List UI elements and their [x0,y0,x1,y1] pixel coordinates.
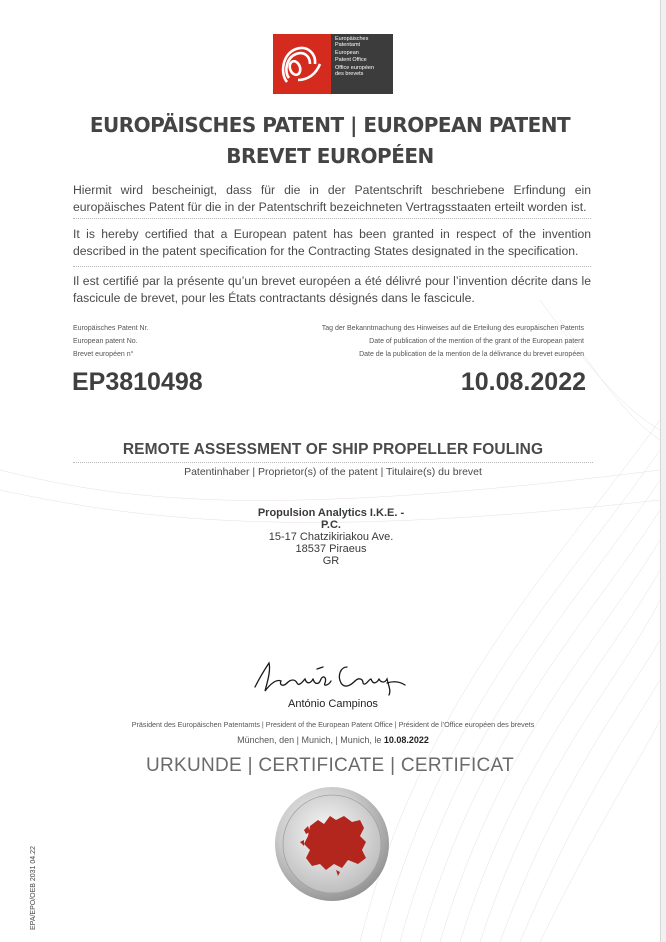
patent-no-label-fr: Brevet européen n° [73,351,134,358]
proprietor-name-1: Propulsion Analytics I.K.E. - [257,507,405,519]
president-title: Präsident des Europäischen Patentamts | President of the European Patent Office | Président de l’Office européen des brevets [131,720,535,729]
date-label-en: Date of publication of the mention of the grant of the European patent [369,338,584,345]
logo-line-de2: Patentamt [335,42,361,49]
proprietor-street: 15-17 Chatzikiriakou Ave. [268,531,394,543]
patent-number-labels [73,322,149,361]
proprietor-country: GR [322,555,340,567]
signature-icon [251,657,409,697]
title-line-2: BREVET EUROPÉEN [226,144,434,168]
europe-seal-icon [274,786,390,902]
logo-line-de1: Europäisches [335,36,369,42]
proprietor-city: 18537 Piraeus [295,543,367,555]
patent-no-label-en: European patent No. [73,338,138,345]
proprietor-address [236,507,426,567]
proprietor-name-2: P.C. [321,519,341,531]
logo-line-en2: Patent Office [335,56,367,63]
logo-line-fr1: Office européen [335,64,375,71]
statement-en: It is hereby certified that a European patent has been granted in respect of the invention described in the patent specification for the Contracting States designated in the specification. [73,227,591,258]
epo-logo [273,34,393,94]
logo-line-en1: European [335,50,359,57]
statement-de: Hiermit wird bescheinigt, dass für die in der Patentschrift beschriebene Erfindung ein europäisches Patent für die in der Patentschrift bezeichneten Vertragsstaaten erteilt worden ist. [73,183,591,214]
divider [73,218,591,219]
epo-logo-icon [273,34,331,94]
form-code: EPA/EPO/OEB 2031 04.22 [30,846,37,930]
proprietor-label: Patentinhaber | Proprietor(s) of the patent | Titulaire(s) du brevet [184,466,482,478]
divider [73,462,593,463]
place-date: 10.08.2022 [383,735,429,745]
page-edge [661,0,666,942]
epo-logo-text [331,34,393,94]
date-label-de: Tag der Bekanntmachung des Hinweises auf die Erteilung des europäischen Patents [321,325,584,332]
date-label-fr: Date de la publication de la mention de la délivrance du brevet européen [359,351,584,358]
patent-no-label-de: Europäisches Patent Nr. [73,325,149,332]
date-labels [322,322,584,361]
grant-date: 10.08.2022 [460,368,586,396]
invention-title: REMOTE ASSESSMENT OF SHIP PROPELLER FOULING [122,441,544,458]
statement-fr: Il est certifié par la présente qu’un brevet européen a été délivré pour l’invention décrite dans le fascicule de brevet, pour les États contractants désignés dans le fascicule. [73,274,591,305]
president-name: António Campinos [288,698,378,710]
certificate-label: URKUNDE | CERTIFICATE | CERTIFICAT [145,755,515,776]
title-line-1: EUROPÄISCHES PATENT | EUROPEAN PATENT [89,113,571,137]
logo-line-fr2: des brevets [335,71,364,78]
place-and-date [0,735,666,745]
divider [73,266,591,267]
place-prefix: München, den | Munich, | Munich, le [237,735,382,745]
patent-number: EP3810498 [72,368,203,396]
